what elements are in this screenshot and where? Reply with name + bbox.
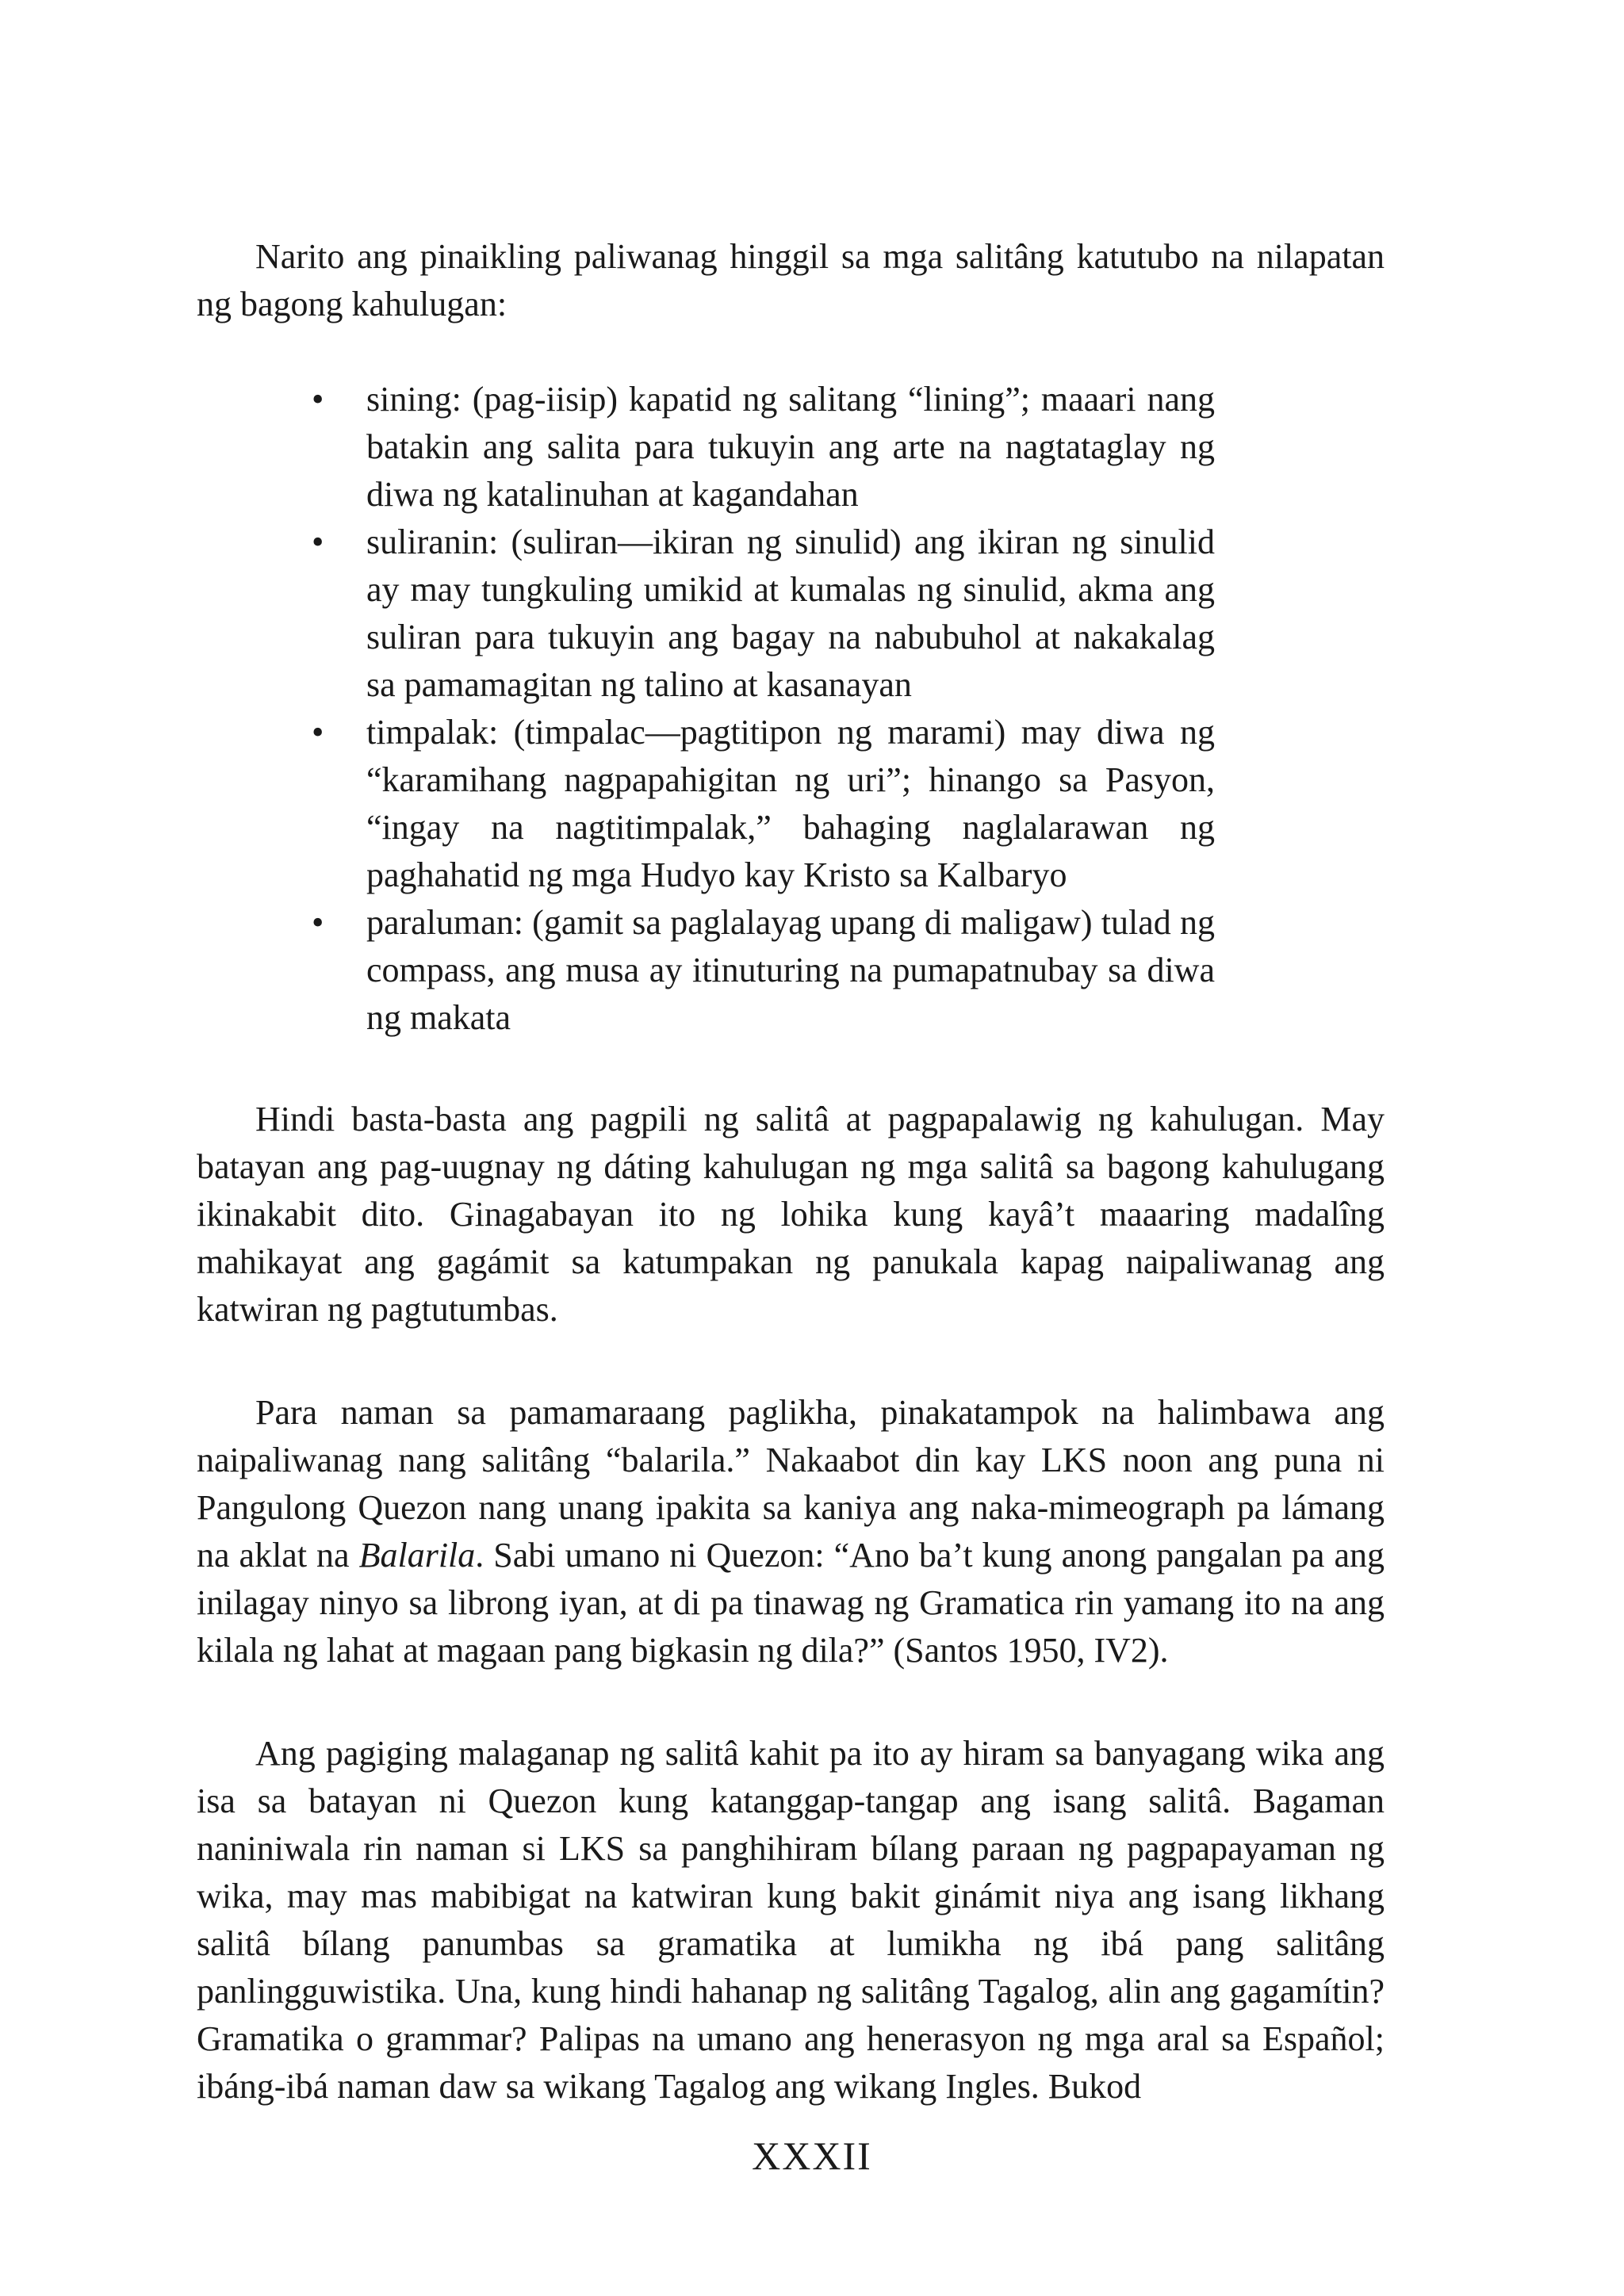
paragraph-borrowing: Ang pagiging malaganap ng salitâ kahit pa ito ay hiram sa banyagang wika ang isa sa batayan ni Quezon kung katanggap-tangap ang isang salitâ. Bagaman naniniwala rin naman si LKS sa panghihiram bílang paraan ng pagpapayaman ng wika, may mas mabibigat na katwiran kung bakit ginámit niya ang isang likhang salitâ bílang panumbas sa gramatika at lumikha ng ibá pang salitâng panlingguwistika. Una, kung hindi hahanap ng salitâng Tagalog, alin ang gagamítin? Gramatika o grammar? Palipas na umano ang henerasyon ng mga aral sa Español; ibáng-ibá naman daw sa wikang Tagalog ang wikang Ingles. Bukod [197, 1734, 1385, 2106]
definition-list [197, 376, 1215, 1042]
book-title: Balarila [358, 1536, 476, 1575]
bullet-marker: • [312, 380, 324, 419]
bullet-marker: • [312, 713, 324, 752]
list-item-text: paraluman: (gamit sa paglalayag upang di maligaw) tulad ng compass, ang musa ay itinuturing na pumapatnubay sa diwa ng makata [366, 903, 1215, 1037]
list-item-text: suliranin: (suliran—ikiran ng sinulid) ang ikiran ng sinulid ay may tungkuling umikid at kumalas ng sinulid, akma ang suliran para tukuyin ang bagay na nabubuhol at nakakalag sa pamamagitan ng talino at kasanayan [366, 522, 1215, 704]
page-body [197, 233, 1385, 2110]
paragraph-selection-logic: Hindi basta-basta ang pagpili ng salitâ at pagpapalawig ng kahulugan. May batayan ang pag-uugnay ng dáting kahulugan ng mga salitâ sa bagong kahulugang ikinakabit dito. Ginagabayan ito ng lohika kung kayâ’t maaaring madalîng mahikayat ang gagámit sa katumpakan ng panukala kapag naipaliwanag ang katwiran ng pagtutumbas. [197, 1100, 1385, 1329]
list-item [312, 376, 1215, 519]
list-item [312, 709, 1215, 899]
list-item [312, 899, 1215, 1042]
bullet-marker: • [312, 522, 324, 561]
paragraph-text: . Sabi umano ni Quezon: “Ano ba’t kung anong pangalan pa ang inilagay ninyo sa librong iyan, at di pa tinawag ng Gramatica rin yamang ito na ang kilala ng lahat at magaan pang bigkasin ng dila?” (Santos 1950, IV2). [197, 1536, 1385, 1670]
paragraph-text: Para naman sa pamamaraang paglikha, pinakatampok na halimbawa ang naipaliwanag nang salitâng “balarila.” Nakaabot din kay LKS noon ang puna ni Pangulong Quezon nang unang ipakita sa kaniya ang naka-mimeograph pa lámang na aklat na [197, 1393, 1385, 1575]
list-item [312, 519, 1215, 709]
bullet-marker: • [312, 903, 324, 942]
paragraph-balarila [197, 1389, 1385, 1674]
page-number: XXXII [752, 2133, 872, 2178]
list-item-text: sining: (pag-iisip) kapatid ng salitang “lining”; maaari nang batakin ang salita para tukuyin ang arte na nagtataglay ng diwa ng katalinuhan at kagandahan [366, 380, 1215, 514]
intro-paragraph: Narito ang pinaikling paliwanag hinggil sa mga salitâng katutubo na nilapatan ng bagong kahulugan: [197, 237, 1385, 323]
list-item-text: timpalak: (timpalac—pagtitipon ng marami) may diwa ng “karamihang nagpapahigitan ng uri”; hinango sa Pasyon, “ingay na nagtitimpalak,” bahaging naglalarawan ng paghahatid ng mga Hudyo kay Kristo sa Kalbaryo [366, 713, 1215, 894]
